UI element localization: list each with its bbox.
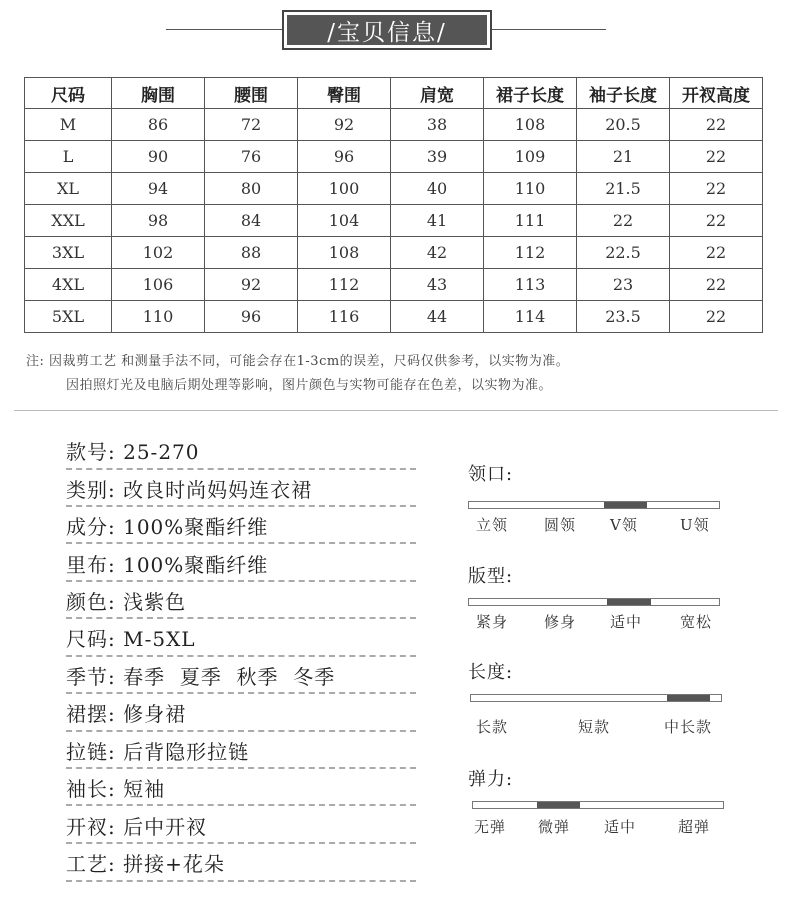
table-cell: 23.5	[577, 301, 670, 333]
elasticity-option-selected: 微弹	[538, 818, 571, 836]
table-cell: 94	[112, 173, 205, 205]
length-scale	[470, 694, 722, 702]
spec-divider	[66, 468, 416, 470]
table-cell: 72	[205, 109, 298, 141]
table-cell: XL	[25, 173, 112, 205]
table-cell: 112	[298, 269, 391, 301]
table-cell: L	[25, 141, 112, 173]
table-cell: 21	[577, 141, 670, 173]
table-row	[25, 301, 763, 333]
neckline-option: 立领	[476, 516, 509, 534]
table-cell: 43	[391, 269, 484, 301]
col-header-shoulder: 肩宽	[391, 78, 484, 109]
table-cell: 108	[484, 109, 577, 141]
size-table-header-row	[25, 78, 763, 109]
spec-value: 后中开衩	[123, 815, 208, 839]
spec-label: 开衩:	[66, 815, 116, 839]
table-cell: 113	[484, 269, 577, 301]
disclaimer-note-1: 注: 因裁剪工艺 和测量手法不同，可能会存在1-3cm的误差，尺码仅供参考，以实物为准。	[26, 354, 570, 369]
spec-divider	[66, 804, 416, 806]
spec-value: 浅紫色	[123, 590, 187, 614]
table-row	[25, 269, 763, 301]
table-row	[25, 173, 763, 205]
table-cell: 38	[391, 109, 484, 141]
header-line-right	[492, 29, 606, 30]
header-title-box	[282, 10, 492, 50]
table-cell: XXL	[25, 205, 112, 237]
table-cell: 80	[205, 173, 298, 205]
table-cell: 88	[205, 237, 298, 269]
section-divider	[14, 410, 778, 411]
table-cell: 109	[484, 141, 577, 173]
spec-value: 25-270	[123, 440, 200, 464]
table-cell: 96	[205, 301, 298, 333]
spec-value: 100%聚酯纤维	[123, 553, 269, 577]
neckline-option-selected: V领	[610, 516, 638, 534]
attr-title-fit: 版型:	[468, 566, 514, 587]
table-cell: 20.5	[577, 109, 670, 141]
attr-title-neckline: 领口:	[468, 464, 514, 485]
spec-divider	[66, 580, 416, 582]
table-cell: 22.5	[577, 237, 670, 269]
table-cell: 42	[391, 237, 484, 269]
spec-label: 裙摆:	[66, 702, 116, 726]
spec-value: 春季 夏季 秋季 冬季	[123, 665, 336, 689]
spec-divider	[66, 767, 416, 769]
fit-option: 宽松	[680, 613, 713, 631]
table-cell: 41	[391, 205, 484, 237]
spec-label: 类别:	[66, 478, 116, 502]
col-header-dress-length: 裙子长度	[484, 78, 577, 109]
table-cell: 108	[298, 237, 391, 269]
table-cell: 84	[205, 205, 298, 237]
spec-value: 改良时尚妈妈连衣裙	[123, 478, 313, 502]
fit-option: 紧身	[476, 613, 509, 631]
elasticity-option: 无弹	[474, 818, 507, 836]
spec-divider	[66, 542, 416, 544]
table-cell: 116	[298, 301, 391, 333]
neckline-scale	[468, 501, 720, 509]
spec-divider	[66, 505, 416, 507]
table-cell: 110	[112, 301, 205, 333]
table-cell: 114	[484, 301, 577, 333]
fit-scale-marker	[607, 599, 651, 605]
col-header-chest: 胸围	[112, 78, 205, 109]
table-cell: 39	[391, 141, 484, 173]
table-row	[25, 205, 763, 237]
table-cell: 22	[670, 173, 763, 205]
fit-option-selected: 适中	[610, 613, 643, 631]
neckline-scale-marker	[604, 502, 647, 508]
table-cell: 44	[391, 301, 484, 333]
spec-label: 里布:	[66, 553, 116, 577]
col-header-slit-height: 开衩高度	[670, 78, 763, 109]
table-cell: M	[25, 109, 112, 141]
fit-option: 修身	[544, 613, 577, 631]
table-cell: 3XL	[25, 237, 112, 269]
col-header-waist: 腰围	[205, 78, 298, 109]
table-cell: 110	[484, 173, 577, 205]
spec-label: 款号:	[66, 440, 116, 464]
table-cell: 100	[298, 173, 391, 205]
table-cell: 90	[112, 141, 205, 173]
table-cell: 86	[112, 109, 205, 141]
length-option: 短款	[578, 718, 611, 736]
elasticity-option: 超弹	[678, 818, 711, 836]
spec-divider	[66, 655, 416, 657]
header-line-left	[166, 29, 282, 30]
table-cell: 23	[577, 269, 670, 301]
spec-label: 季节:	[66, 665, 116, 689]
table-cell: 112	[484, 237, 577, 269]
spec-label: 颜色:	[66, 590, 116, 614]
table-cell: 40	[391, 173, 484, 205]
spec-value: 修身裙	[123, 702, 187, 726]
table-cell: 5XL	[25, 301, 112, 333]
elasticity-scale-marker	[537, 802, 580, 808]
table-cell: 92	[205, 269, 298, 301]
size-table	[24, 77, 763, 333]
table-cell: 22	[670, 237, 763, 269]
spec-label: 拉链:	[66, 740, 116, 764]
table-row	[25, 109, 763, 141]
attr-title-length: 长度:	[468, 662, 514, 683]
table-cell: 22	[670, 109, 763, 141]
spec-divider	[66, 880, 416, 882]
spec-label: 成分:	[66, 515, 116, 539]
table-cell: 22	[670, 141, 763, 173]
col-header-size: 尺码	[25, 78, 112, 109]
table-cell: 21.5	[577, 173, 670, 205]
spec-label: 工艺:	[66, 852, 116, 876]
table-cell: 22	[670, 205, 763, 237]
table-cell: 104	[298, 205, 391, 237]
disclaimer-note-2: 因拍照灯光及电脑后期处理等影响，图片颜色与实物可能存在色差，以实物为准。	[66, 378, 553, 393]
col-header-hip: 臀围	[298, 78, 391, 109]
fit-scale	[468, 598, 720, 606]
spec-label: 尺码:	[66, 627, 116, 651]
table-cell: 4XL	[25, 269, 112, 301]
length-scale-marker	[667, 695, 710, 701]
spec-value: M-5XL	[123, 627, 196, 651]
elasticity-scale	[472, 801, 724, 809]
table-cell: 92	[298, 109, 391, 141]
length-option-selected: 中长款	[664, 718, 713, 736]
table-cell: 22	[670, 301, 763, 333]
table-row	[25, 237, 763, 269]
attr-title-elasticity: 弹力:	[468, 769, 514, 790]
spec-value: 短袖	[123, 777, 166, 801]
spec-label: 袖长:	[66, 777, 116, 801]
table-row	[25, 141, 763, 173]
neckline-option: U领	[680, 516, 710, 534]
length-option: 长款	[476, 718, 509, 736]
table-cell: 22	[577, 205, 670, 237]
elasticity-option: 适中	[604, 818, 637, 836]
table-cell: 102	[112, 237, 205, 269]
spec-value: 拼接+花朵	[123, 852, 225, 876]
spec-divider	[66, 730, 416, 732]
spec-divider	[66, 842, 416, 844]
table-cell: 106	[112, 269, 205, 301]
spec-value: 100%聚酯纤维	[123, 515, 269, 539]
table-cell: 96	[298, 141, 391, 173]
table-cell: 22	[670, 269, 763, 301]
table-cell: 76	[205, 141, 298, 173]
table-cell: 98	[112, 205, 205, 237]
spec-value: 后背隐形拉链	[123, 740, 250, 764]
spec-divider	[66, 692, 416, 694]
col-header-sleeve-length: 袖子长度	[577, 78, 670, 109]
neckline-option: 圆领	[544, 516, 577, 534]
spec-divider	[66, 617, 416, 619]
header-title: /宝贝信息/	[287, 15, 487, 45]
table-cell: 111	[484, 205, 577, 237]
